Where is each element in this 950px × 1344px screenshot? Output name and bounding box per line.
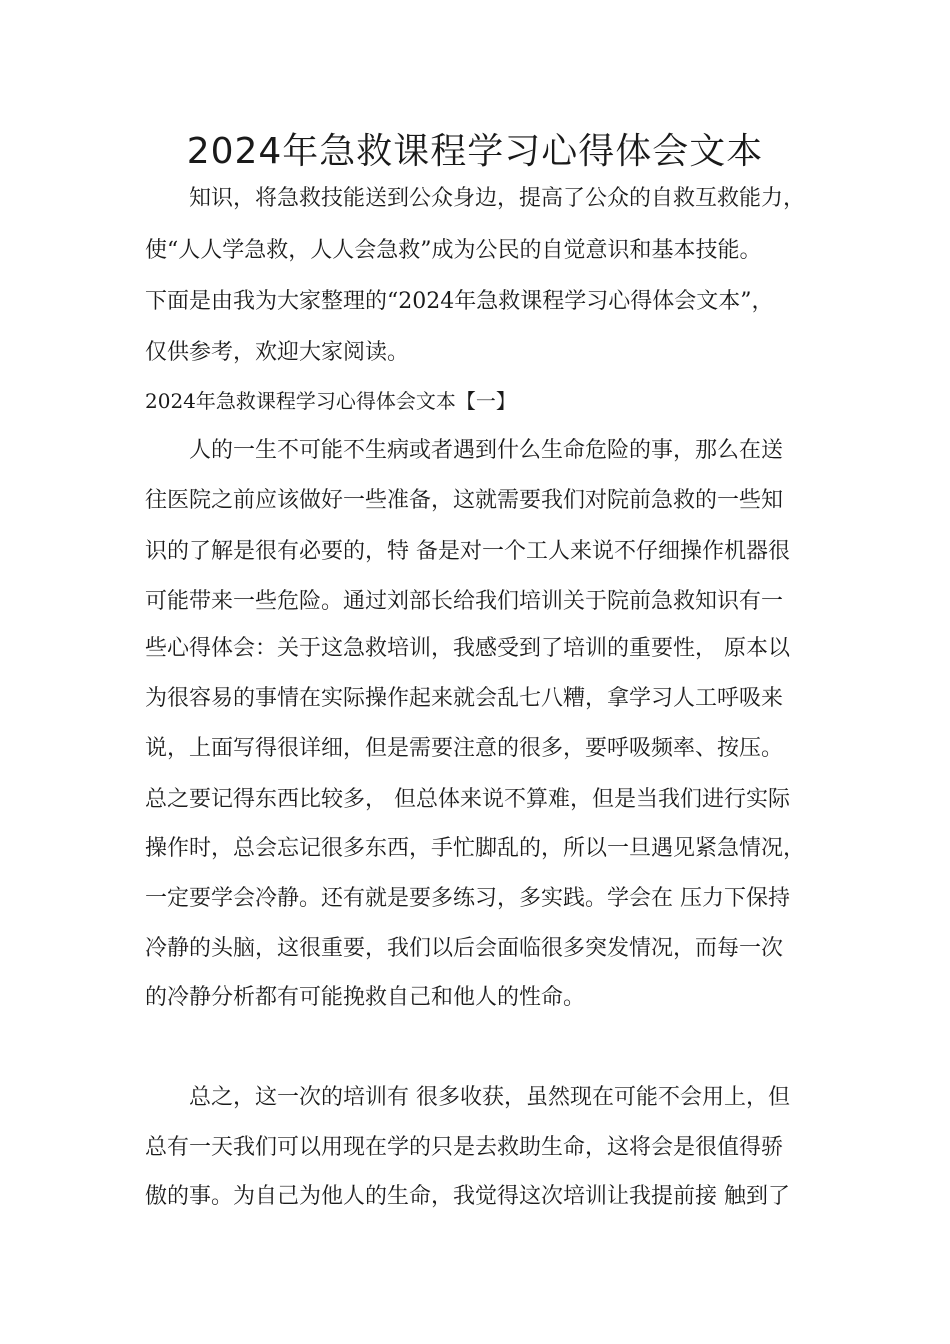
intro-line-3: 下面是由我为大家整理的“2024年急救课程学习心得体会文本”， — [145, 289, 774, 314]
para1-line-2: 往医院之前应该做好一些准备，这就需要我们对院前急救的一些知 — [145, 488, 784, 513]
para2-line-3: 傲的事。为自己为他人的生命，我觉得这次培训让我提前接 触到了 — [145, 1184, 790, 1209]
intro-line-2: 使“人人学急救，人人会急救”成为公民的自觉意识和基本技能。 — [145, 238, 762, 263]
para1-line-9: 操作时，总会忘记很多东西，手忙脚乱的，所以一旦遇见紧急情况， — [145, 836, 806, 861]
document-title: 2024年急救课程学习心得体会文本 — [186, 131, 764, 172]
para1-line-4: 可能带来一些危险。通过刘部长给我们培训关于院前急救知识有一 — [145, 589, 784, 614]
para1-line-7: 说，上面写得很详细，但是需要注意的很多，要呼吸频率、按压。 — [145, 736, 784, 761]
para1-line-5: 些心得体会：关于这急救培训，我感受到了培训的重要性， 原本以 — [145, 636, 790, 661]
para1-line-11: 冷静的头脑，这很重要，我们以后会面临很多突发情况，而每一次 — [145, 936, 784, 961]
para1-line-1: 人的一生不可能不生病或者遇到什么生命危险的事，那么在送 — [145, 438, 784, 463]
intro-line-1: 知识，将急救技能送到公众身边，提高了公众的自救互救能力， — [145, 186, 806, 211]
para1-line-12: 的冷静分析都有可能挽救自己和他人的性命。 — [145, 985, 586, 1010]
section-heading: 2024年急救课程学习心得体会文本【一】 — [145, 389, 516, 413]
para1-line-3: 识的了解是很有必要的，特 备是对一个工人来说不仔细操作机器很 — [145, 539, 790, 564]
para2-line-1: 总之，这一次的培训有 很多收获，虽然现在可能不会用上，但 — [145, 1085, 790, 1110]
para1-line-8: 总之要记得东西比较多， 但总体来说不算难，但是当我们进行实际 — [145, 787, 790, 812]
para1-line-10: 一定要学会冷静。还有就是要多练习，多实践。学会在 压力下保持 — [145, 886, 790, 911]
para1-line-6: 为很容易的事情在实际操作起来就会乱七八糟，拿学习人工呼吸来 — [145, 686, 784, 711]
para2-line-2: 总有一天我们可以用现在学的只是去救助生命，这将会是很值得骄 — [145, 1135, 784, 1160]
intro-line-4: 仅供参考，欢迎大家阅读。 — [145, 340, 410, 365]
